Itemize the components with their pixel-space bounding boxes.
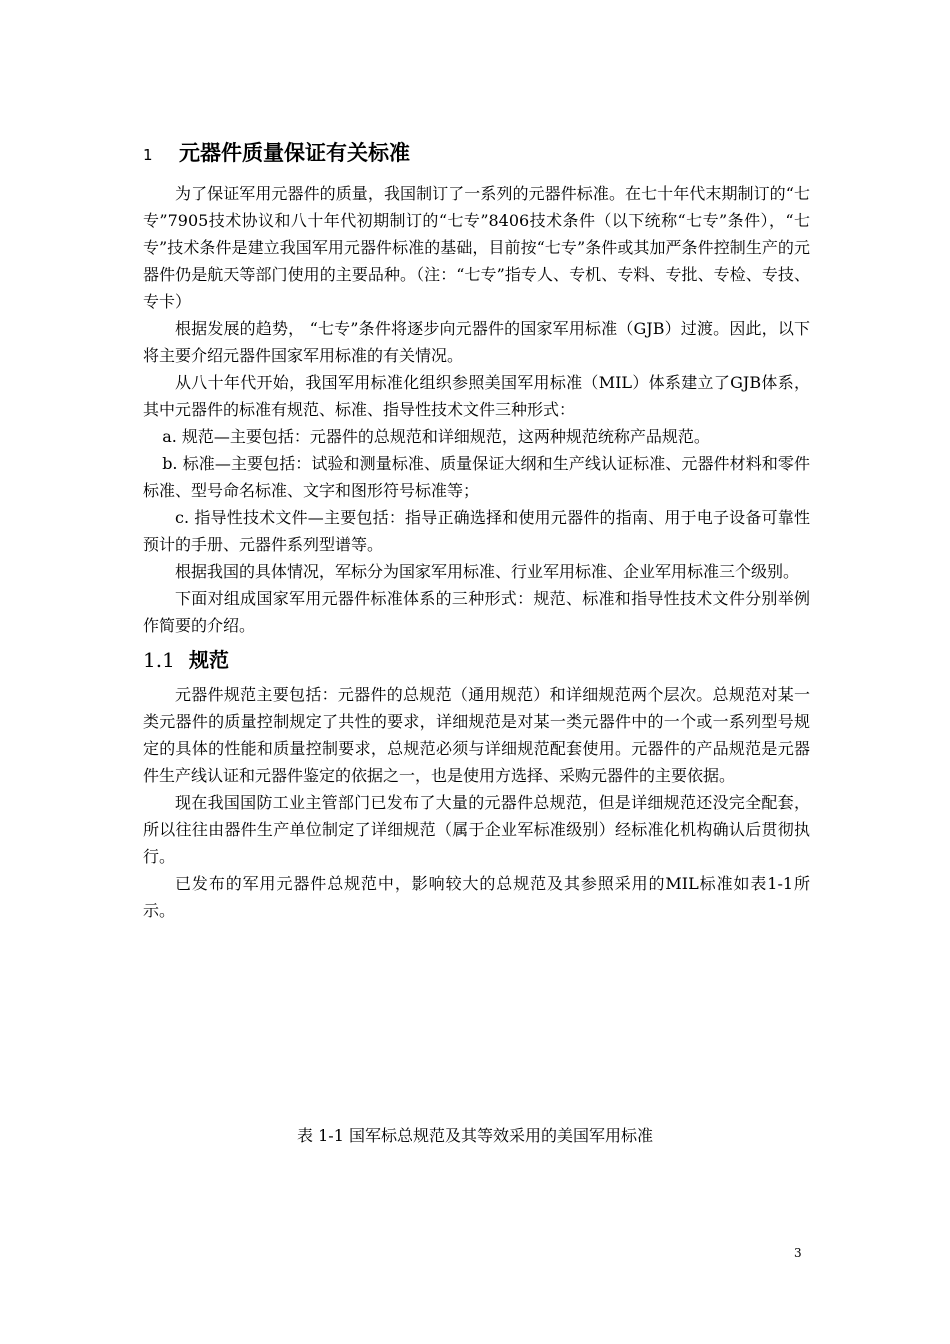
paragraph-levels: 根据我国的具体情况，军标分为国家军用标准、行业军用标准、企业军用标准三个级别。 <box>175 562 800 581</box>
paragraph-spec-table-ref: 已发布的军用元器件总规范中，影响较大的总规范及其参照采用的MIL标准如表1-1所示。 <box>143 874 810 920</box>
section-title: 元器件质量保证有关标准 <box>179 141 410 165</box>
paragraph-intro: 为了保证军用元器件的质量，我国制订了一系列的元器件标准。在七十年代末期制订的“七专”7905技术协议和八十年代初期制订的“七专”8406技术条件（以下统称“七专”条件），“七专”技术条件是建立我国军用元器件标准的基础，目前按“七专”条件或其加严条件控制生产的元器件仍是航天等部门使用的主要品种。（注：“七专”指专人、专机、专料、专批、专检、专技、专卡） <box>143 184 810 311</box>
paragraph-trend: 根据发展的趋势， “七专”条件将逐步向元器件的国家军用标准（GJB）过渡。因此，以下将主要介绍元器件国家军用标准的有关情况。 <box>143 319 810 365</box>
paragraph-gjb-system: 从八十年代开始，我国军用标准化组织参照美国军用标准（MIL）体系建立了GJB体系，其中元器件的标准有规范、标准、指导性技术文件三种形式： <box>143 373 810 419</box>
table-caption: 表 1-1 国军标总规范及其等效采用的美国军用标准 <box>297 1126 653 1145</box>
section-number: 1 <box>143 146 153 164</box>
subsection-heading <box>143 645 810 675</box>
section-heading <box>143 138 810 170</box>
subsection-title: 规范 <box>189 648 229 672</box>
paragraph-spec-status: 现在我国国防工业主管部门已发布了大量的元器件总规范，但是详细规范还没完全配套，所以往往由器件生产单位制定了详细规范（属于企业军标准级别）经标准化机构确认后贯彻执行。 <box>143 793 810 866</box>
list-item-guidance: c. 指导性技术文件—主要包括：指导正确选择和使用元器件的指南、用于电子设备可靠性预计的手册、元器件系列型谱等。 <box>143 508 810 554</box>
page-number: 3 <box>794 1246 802 1260</box>
list-item-specification: a. 规范—主要包括：元器件的总规范和详细规范，这两种规范统称产品规范。 <box>162 427 710 446</box>
paragraph-overview: 下面对组成国家军用元器件标准体系的三种形式：规范、标准和指导性技术文件分别举例作简要的介绍。 <box>143 589 810 635</box>
page-content <box>143 138 810 924</box>
list-item-standard: b. 标准—主要包括：试验和测量标准、质量保证大纲和生产线认证标准、元器件材料和零件标准、型号命名标准、文字和图形符号标准等； <box>143 454 810 500</box>
paragraph-spec-levels: 元器件规范主要包括：元器件的总规范（通用规范）和详细规范两个层次。总规范对某一类元器件的质量控制规定了共性的要求，详细规范是对某一类元器件中的一个或一系列型号规定的具体的性能和质量控制要求，总规范必须与详细规范配套使用。元器件的产品规范是元器件生产线认证和元器件鉴定的依据之一，也是使用方选择、采购元器件的主要依据。 <box>143 685 810 785</box>
subsection-number: 1.1 <box>143 648 175 672</box>
